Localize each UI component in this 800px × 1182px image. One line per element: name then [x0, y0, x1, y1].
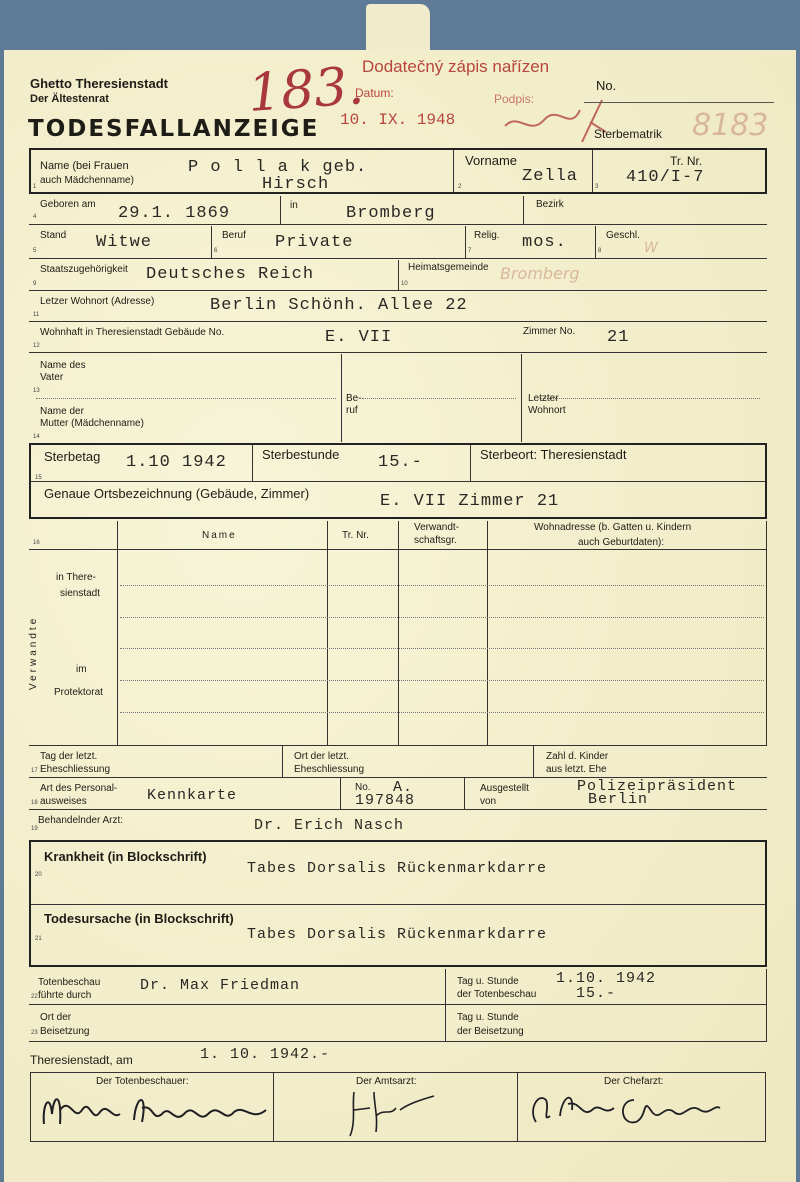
field-number: 15: [35, 475, 42, 481]
group2-label: im: [76, 664, 87, 675]
col-line: [211, 226, 212, 258]
zimmer-value: 21: [607, 328, 630, 347]
vorname-value: Zella: [522, 167, 579, 186]
col-line: [117, 521, 118, 745]
row-line: [29, 258, 767, 259]
geschl-value: W: [644, 240, 658, 256]
dotted-line: [120, 585, 764, 586]
sterbematrik-value: 8183: [692, 108, 769, 143]
arzt-value: Dr. Erich Nasch: [254, 817, 405, 834]
vater-label: Name des: [40, 360, 86, 371]
dotted-line: [36, 398, 336, 399]
vorname-label: Vorname: [465, 153, 518, 168]
row-line: [29, 1041, 767, 1042]
totenbeschauer-label: Der Totenbeschauer:: [96, 1076, 189, 1087]
beruf-value: Private: [275, 233, 354, 252]
field-number: 20: [35, 872, 42, 878]
col-line: [341, 354, 342, 442]
beschau-tag-value: 1.10. 1942: [556, 970, 657, 987]
handwritten-form-number: 183.: [246, 56, 366, 124]
name-value: P o l l a k geb.: [188, 158, 368, 177]
col-trnr: Tr. Nr.: [342, 530, 369, 541]
todesursache-value: Tabes Dorsalis Rückenmarkdarre: [247, 926, 548, 943]
wohnhaft-value: E. VII: [325, 328, 393, 347]
staats-value: Deutsches Reich: [146, 265, 315, 284]
mutter-label-2: Mutter (Mädchenname): [40, 418, 144, 429]
col-line: [517, 1072, 518, 1142]
sterbetag-label: Sterbetag: [44, 449, 101, 464]
stamp-date-label: Datum:: [355, 86, 394, 100]
row-line: [29, 1004, 767, 1005]
wohnhaft-label: Wohnhaft in Theresienstadt Gebäude No.: [40, 327, 225, 338]
beisetzung-ort-label-2: Beisetzung: [40, 1026, 90, 1037]
field-number: 17: [31, 768, 38, 774]
dotted-line: [120, 648, 764, 649]
ausgestellt-label-2: von: [480, 796, 497, 807]
row-line: [31, 904, 765, 905]
beschau-durch-label-2: führte durch: [38, 990, 92, 1001]
krankheit-value: Tabes Dorsalis Rückenmarkdarre: [247, 860, 548, 877]
chefarzt-label: Der Chefarzt:: [604, 1076, 664, 1087]
field-number: 8: [598, 248, 602, 254]
field-number: 13: [33, 388, 40, 394]
col-name: Name: [202, 530, 237, 541]
no-underline: [584, 102, 774, 103]
mutter-label: Name der: [40, 406, 84, 417]
tag-label-2: Eheschliessung: [40, 764, 111, 775]
row-line: [29, 224, 767, 225]
relig-label: Relig.: [474, 230, 500, 241]
col-line: [280, 196, 281, 224]
field-number: 2: [458, 184, 462, 190]
row-line: [29, 290, 767, 291]
name-value-2: Hirsch: [262, 175, 330, 194]
beschau-tag-value-2: 15.-: [576, 985, 617, 1002]
chefarzt-signature: [524, 1082, 724, 1134]
ausweis-no-value: A.: [393, 779, 414, 796]
row-line: [29, 745, 767, 746]
col-line: [465, 226, 466, 258]
dotted-line: [362, 398, 516, 399]
art-label-2: ausweises: [40, 796, 87, 807]
ortsbez-label: Genaue Ortsbezeichnung (Gebäude, Zimmer): [44, 486, 310, 501]
ausgestellt-label: Ausgestellt: [480, 783, 529, 794]
col-line: [445, 969, 446, 1041]
col-line: [533, 745, 534, 777]
name-label-2: auch Mädchenname): [40, 175, 134, 186]
group2-label-2: Protektorat: [54, 687, 103, 698]
col-line: [282, 745, 283, 777]
col-line: [398, 260, 399, 290]
dotted-line: [120, 680, 764, 681]
col-verw: Verwandt-: [414, 522, 460, 533]
field-number: 10: [401, 281, 408, 287]
col-line: [252, 445, 253, 481]
geboren-value: 29.1. 1869: [118, 204, 231, 223]
beruf2-label-2: ruf: [346, 405, 358, 416]
sterbestunde-label: Sterbestunde: [262, 447, 340, 462]
in-label: in: [290, 200, 298, 211]
bezirk-label: Bezirk: [536, 199, 564, 210]
zahl-label: Zahl d. Kinder: [546, 751, 609, 762]
trnr-value: 410/I-7: [626, 168, 705, 187]
todesursache-label: Todesursache (in Blockschrift): [44, 911, 234, 926]
arzt-label: Behandelnder Arzt:: [38, 815, 124, 826]
trnr-label: Tr. Nr.: [670, 154, 703, 168]
ort-label-2: Eheschliessung: [294, 764, 365, 775]
relatives-side-label: Verwandte: [28, 615, 39, 690]
totenbeschauer-signature: [38, 1084, 274, 1136]
beruf2-label: Be-: [346, 393, 362, 404]
sterbestunde-value: 15.-: [378, 453, 423, 472]
stamp-title: Dodatečný zápis nařízen: [362, 57, 550, 76]
row-line: [31, 481, 765, 482]
vater-label-2: Vater: [40, 372, 64, 383]
field-number: 19: [31, 826, 38, 832]
field-number: 4: [33, 214, 37, 220]
col-verw-2: schaftsgr.: [414, 535, 457, 546]
ausweis-no-value-2: 197848: [355, 792, 416, 809]
col-line: [523, 196, 524, 224]
col-line: [595, 226, 596, 258]
field-number: 14: [33, 434, 40, 440]
place-label: Theresienstadt, am: [30, 1053, 133, 1067]
letzter-label: Letzter: [528, 393, 559, 404]
ortsbez-value: E. VII Zimmer 21: [380, 492, 560, 511]
amtsarzt-label: Der Amtsarzt:: [356, 1076, 417, 1087]
row-line: [29, 321, 767, 322]
art-value: Kennkarte: [147, 787, 238, 804]
field-number: 3: [595, 184, 599, 190]
sterbeort-label: Sterbeort: Theresienstadt: [480, 447, 627, 462]
org-line-2: Der Ältestenrat: [30, 93, 109, 105]
beschau-tag-label-2: der Totenbeschau: [457, 989, 537, 1000]
form-title: TODESFALLANZEIGE: [28, 116, 320, 142]
no-label: No.: [596, 78, 617, 93]
col-line: [766, 969, 767, 1041]
field-number: 22: [31, 994, 38, 1000]
field-number: 9: [33, 281, 37, 287]
zimmer-label: Zimmer No.: [523, 326, 576, 337]
stamp-sign-label: Podpis:: [494, 92, 535, 106]
sterbetag-value: 1.10 1942: [126, 453, 227, 472]
tag-label: Tag der letzt.: [40, 751, 98, 762]
col-line: [464, 777, 465, 809]
col-line: [340, 777, 341, 809]
signature-1-text: [0, 1150, 8, 1151]
beschau-tag-label: Tag u. Stunde: [457, 976, 519, 987]
beschau-durch-label: Totenbeschau: [38, 977, 101, 988]
field-number: 1: [33, 184, 37, 190]
dotted-line: [120, 712, 764, 713]
stamp-date-value: 10. IX. 1948: [340, 111, 456, 129]
place-value: 1. 10. 1942.-: [200, 1046, 331, 1063]
field-number: 7: [468, 248, 472, 254]
zahl-label-2: aus letzt. Ehe: [546, 764, 607, 775]
stand-value: Witwe: [96, 233, 153, 252]
group1-label-2: sienstadt: [60, 588, 101, 599]
group1-label: in There-: [56, 572, 96, 583]
letzter-label-2: Wohnort: [528, 405, 566, 416]
col-line: [470, 445, 471, 481]
field-number: 5: [33, 248, 37, 254]
dotted-line: [540, 398, 760, 399]
beisetzung-tag-label: Tag u. Stunde: [457, 1012, 519, 1023]
field-number: 16: [33, 540, 40, 546]
dotted-line: [120, 617, 764, 618]
name-label: Name (bei Frauen: [40, 160, 129, 172]
vorname-divider: [592, 150, 593, 192]
col-line: [766, 521, 767, 745]
in-value: Bromberg: [346, 204, 436, 223]
wohnort-value: Berlin Schönh. Allee 22: [210, 296, 468, 315]
ausweis-no-label: No.: [355, 782, 371, 793]
krankheit-label: Krankheit (in Blockschrift): [44, 849, 207, 864]
amtsarzt-signature: [344, 1086, 440, 1138]
org-line-1: Ghetto Theresienstadt: [30, 76, 168, 91]
col-line: [521, 354, 522, 442]
ausgestellt-value-2: Berlin: [588, 791, 649, 808]
stand-label: Stand: [40, 230, 67, 241]
beruf-label: Beruf: [222, 230, 246, 241]
geschl-label: Geschl.: [606, 230, 640, 241]
beschau-durch-value: Dr. Max Friedman: [140, 977, 301, 994]
col-wohn: Wohnadresse (b. Gatten u. Kindern: [534, 522, 692, 533]
heimat-label: Heimatsgemeinde: [408, 262, 489, 273]
name-divider: [453, 150, 454, 192]
field-number: 11: [33, 312, 40, 318]
field-number: 18: [31, 800, 38, 806]
paper-tab: [366, 4, 430, 54]
row-line: [29, 352, 767, 353]
signature-3-text: [0, 1152, 7, 1153]
ausgestellt-value: Polizeipräsident: [577, 778, 738, 795]
beisetzung-tag-label-2: der Beisetzung: [457, 1026, 524, 1037]
geboren-label: Geboren am: [40, 199, 96, 210]
art-label: Art des Personal-: [40, 783, 118, 794]
heimat-value: Bromberg: [500, 264, 580, 283]
field-number: 21: [35, 936, 42, 942]
field-number: 6: [214, 248, 218, 254]
field-number: 23: [31, 1030, 38, 1036]
staats-label: Staatszugehörigkeit: [40, 264, 128, 275]
beisetzung-ort-label: Ort der: [40, 1012, 72, 1023]
row-line: [29, 809, 767, 810]
relig-value: mos.: [522, 233, 567, 252]
col-wohn-2: auch Geburtdaten):: [578, 537, 665, 548]
sterbematrik-label: Sterbematrik: [594, 127, 663, 141]
wohnort-label: Letzer Wohnort (Adresse): [40, 296, 155, 307]
ort-label: Ort der letzt.: [294, 751, 350, 762]
field-number: 12: [33, 343, 40, 349]
